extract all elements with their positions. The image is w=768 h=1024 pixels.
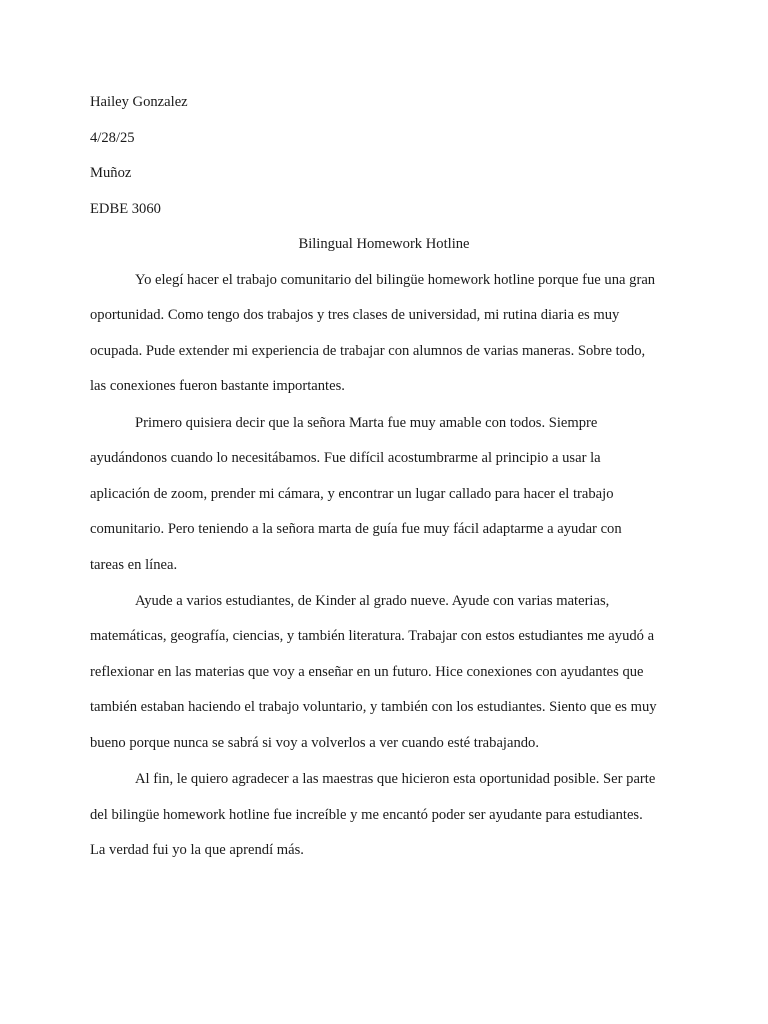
date: 4/28/25 [90, 130, 135, 146]
course-code: EDBE 3060 [90, 201, 161, 217]
paragraph-line: las conexiones fueron bastante importantes. [90, 378, 345, 394]
paragraph-line: ayudándonos cuando lo necesitábamos. Fue difícil acostumbrarme al principio a usar la [90, 450, 601, 466]
paragraph-line: comunitario. Pero teniendo a la señora marta de guía fue muy fácil adaptarme a ayudar con [90, 521, 622, 537]
paragraph-line: reflexionar en las materias que voy a enseñar en un futuro. Hice conexiones con ayudantes que [90, 664, 644, 680]
paragraph-line: Primero quisiera decir que la señora Marta fue muy amable con todos. Siempre [135, 415, 598, 431]
essay-title: Bilingual Homework Hotline [298, 236, 470, 252]
paragraph-line: Ayude a varios estudiantes, de Kinder al grado nueve. Ayude con varias materias, [135, 593, 610, 609]
instructor-name: Muñoz [90, 165, 132, 181]
paragraph-line: La verdad fui yo la que aprendí más. [90, 842, 304, 858]
paragraph-line: Yo elegí hacer el trabajo comunitario del bilingüe homework hotline porque fue una gran [135, 272, 656, 288]
paragraph-line: matemáticas, geografía, ciencias, y también literatura. Trabajar con estos estudiantes me ayudó a [90, 628, 655, 644]
paragraph-line: ocupada. Pude extender mi experiencia de trabajar con alumnos de varias maneras. Sobre todo, [90, 343, 646, 359]
paragraph-line: también estaban haciendo el trabajo voluntario, y también con los estudiantes. Siento que es muy [90, 699, 657, 715]
paragraph-line: Al fin, le quiero agradecer a las maestras que hicieron esta oportunidad posible. Ser parte [135, 771, 656, 787]
paragraph-line: bueno porque nunca se sabrá si voy a volverlos a ver cuando esté trabajando. [90, 735, 540, 751]
paragraph-line: aplicación de zoom, prender mi cámara, y encontrar un lugar callado para hacer el trabajo [90, 486, 614, 502]
student-name: Hailey Gonzalez [90, 94, 188, 110]
paragraph-line: tareas en línea. [90, 557, 178, 573]
paragraph-line: oportunidad. Como tengo dos trabajos y tres clases de universidad, mi rutina diaria es muy [90, 307, 620, 323]
paragraph-line: del bilingüe homework hotline fue increíble y me encantó poder ser ayudante para estudiantes. [90, 807, 643, 823]
